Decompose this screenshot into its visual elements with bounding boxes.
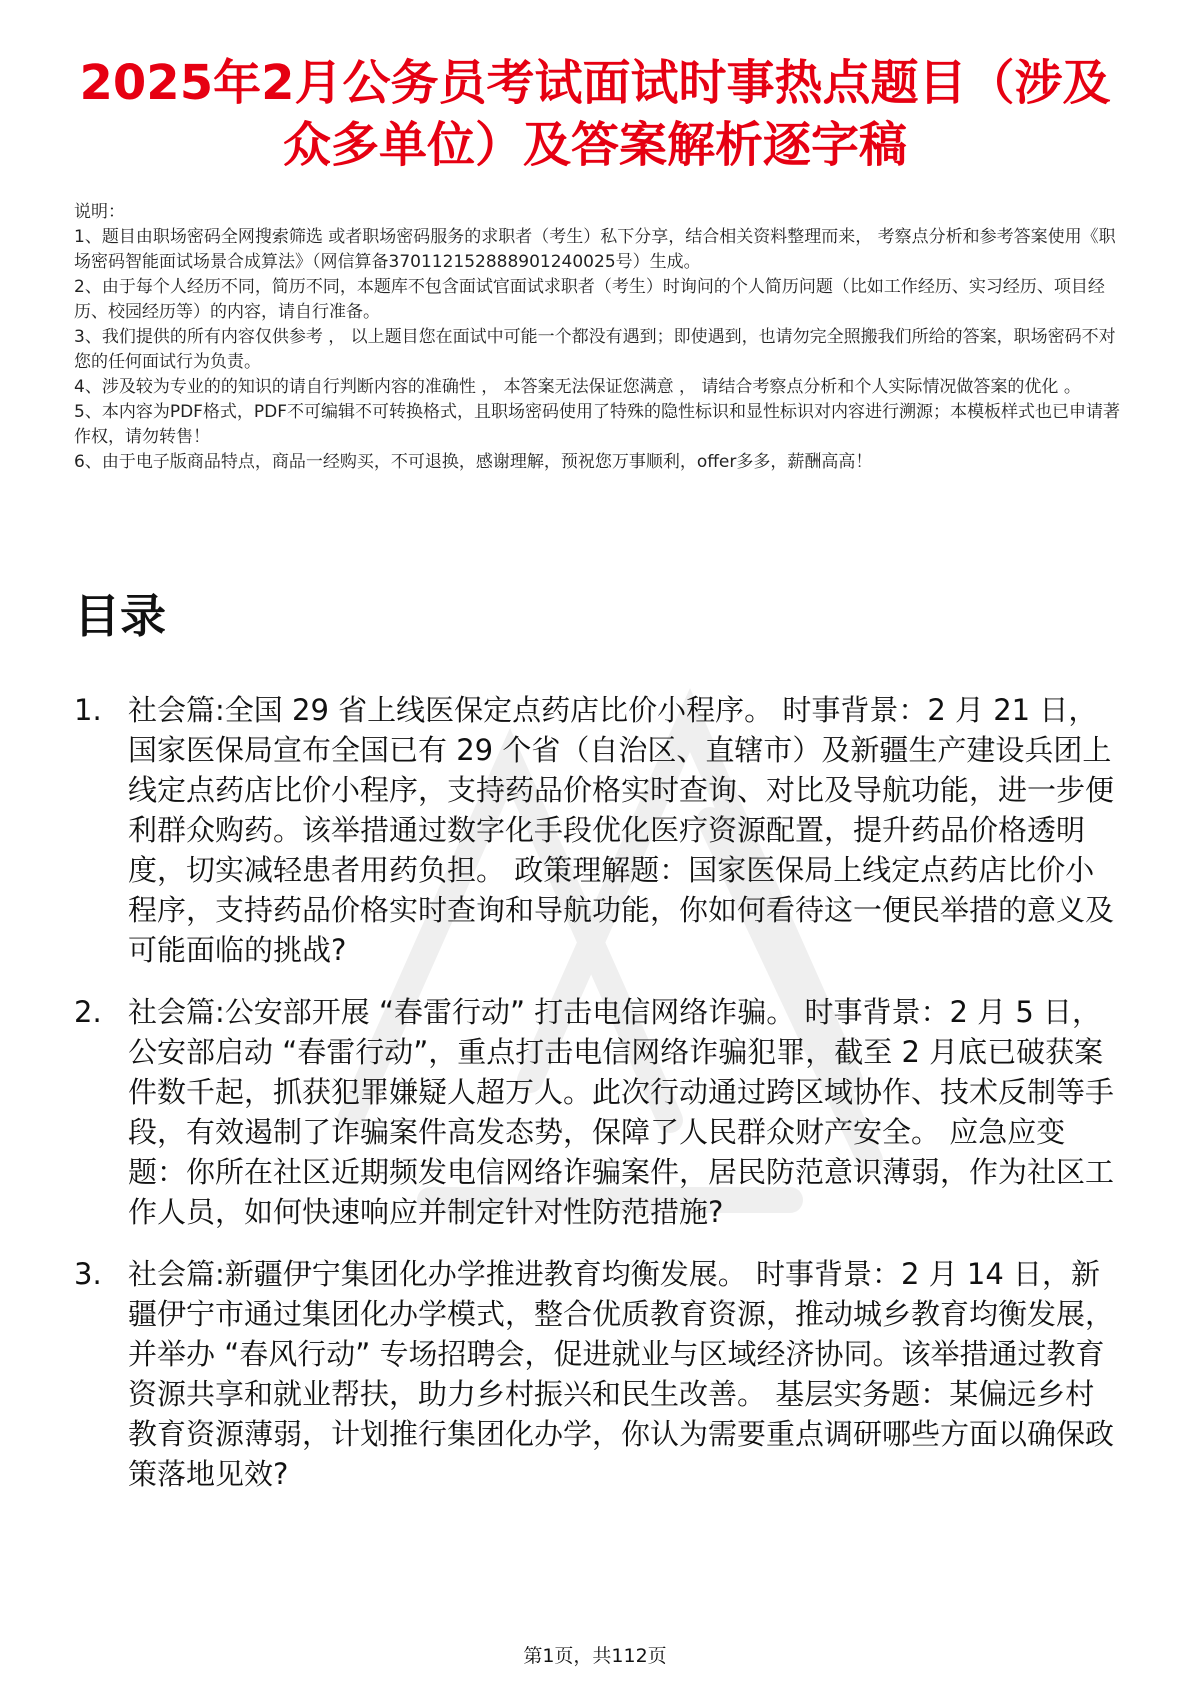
toc-item-2 [74,992,1114,1232]
note-item-1: 1、题目由职场密码全网搜索筛选 或者职场密码服务的求职者（考生）私下分享，结合相关资料整理而来， 考察点分析和参考答案使用《职场密码智能面试场景合成算法》（网信算备370112152888901240025号）生成。 [74,227,1116,272]
note-item-6: 6、由于电子版商品特点，商品一经购买，不可退换，感谢理解，预祝您万事顺利，offer多多，薪酬高高！ [74,452,873,472]
toc-item-number: 3. [74,1257,102,1291]
toc-item-number: 1. [74,693,102,727]
note-item-2: 2、由于每个人经历不同，简历不同，本题库不包含面试官面试求职者（考生）时询问的个人简历问题（比如工作经历、实习经历、项目经历、校园经历等）的内容，请自行准备。 [74,277,1105,322]
notes-heading: 说明： [74,202,125,222]
toc-item-3 [74,1254,1114,1494]
toc-item-text: 社会篇:全国 29 省上线医保定点药店比价小程序。 时事背景：2 月 21 日，国家医保局宣布全国已有 29 个省（自治区、直辖市）及新疆生产建设兵团上线定点药店比价小程序，支持药品价格实时查询、对比及导航功能，进一步便利群众购药。该举措通过数字化手段优化医疗资源配置，提升药品价格透明度，切实减轻患者用药负担。 政策理解题：国家医保局上线定点药店比价小程序，支持药品价格实时查询和导航功能，你如何看待这一便民举措的意义及可能面临的挑战? [128,693,1115,967]
toc-list [74,690,1114,1516]
toc-item-text: 社会篇:新疆伊宁集团化办学推进教育均衡发展。 时事背景：2 月 14 日，新疆伊宁市通过集团化办学模式，整合优质教育资源，推动城乡教育均衡发展，并举办 “春风行动” 专场招聘会，促进就业与区域经济协同。该举措通过教育资源共享和就业帮扶，助力乡村振兴和民生改善。 基层实务题：某偏远乡村教育资源薄弱，计划推行集团化办学，你认为需要重点调研哪些方面以确保政策落地见效? [128,1257,1115,1491]
toc-item-1 [74,690,1114,970]
note-item-3: 3、我们提供的所有内容仅供参考 ， 以上题目您在面试中可能一个都没有遇到；即使遇到，也请勿完全照搬我们所给的答案，职场密码不对您的任何面试行为负责。 [74,327,1116,372]
document-title: 2025年2月公务员考试面试时事热点题目（涉及众多单位）及答案解析逐字稿 [79,55,1111,173]
page-footer: 第1页，共112页 [523,1645,667,1667]
toc-item-number: 2. [74,995,102,1029]
note-item-5: 5、本内容为PDF格式，PDF不可编辑不可转换格式，且职场密码使用了特殊的隐性标识和显性标识对内容进行溯源；本模板样式也已申请著作权，请勿转售！ [74,402,1121,447]
note-item-4: 4、涉及较为专业的的知识的请自行判断内容的准确性 ， 本答案无法保证您满意 ， 请结合考察点分析和个人实际情况做答案的优化 。 [74,377,1081,397]
toc-heading: 目录 [74,589,166,643]
toc-item-text: 社会篇:公安部开展 “春雷行动” 打击电信网络诈骗。 时事背景：2 月 5 日，公安部启动 “春雷行动”，重点打击电信网络诈骗犯罪，截至 2 月底已破获案件数千起，抓获犯罪嫌疑人超万人。此次行动通过跨区域协作、技术反制等手段，有效遏制了诈骗案件高发态势，保障了人民群众财产安全。 应急应变题：你所在社区近期频发电信网络诈骗案件，居民防范意识薄弱，作为社区工作人员，如何快速响应并制定针对性防范措施? [128,995,1115,1229]
